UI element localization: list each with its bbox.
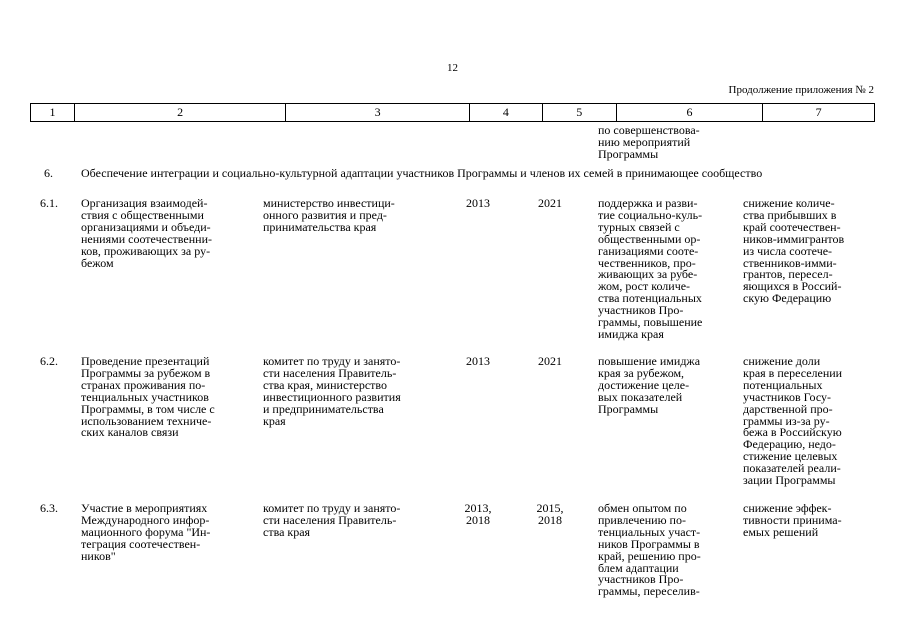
end-year: 2021	[538, 354, 562, 368]
page-number: 12	[447, 62, 458, 74]
expected-result: повышение имиджа края за рубежом, достижение целе- вых показателей Программы	[598, 354, 701, 416]
responsible-executor: комитет по труду и занято- сти населения Правитель- ства края	[263, 501, 401, 539]
column-number-1: 1	[31, 104, 75, 121]
end-year: 2015, 2018	[536, 501, 564, 527]
column-number-7: 7	[815, 105, 822, 119]
column-number-3: 3	[286, 104, 470, 121]
start-year: 2013	[466, 196, 490, 210]
row-number: 6.3.	[40, 501, 58, 515]
non-implementation-consequence: снижение доли края в переселении потенциальных участников Госу- дарственной про- граммы из-за ру- бежа в Российскую Федерацию, недо- стижение целевых показателей реали- зации Программы	[743, 354, 843, 488]
column-number-4: 4	[470, 104, 543, 121]
measure-name: Проведение презентаций Программы за рубежом в странах проживания по- тенциальных участников Программы, в том числе с использованием техниче- ских каналов связи	[81, 354, 215, 440]
end-year: 2021	[538, 196, 562, 210]
section-number: 6.	[44, 166, 53, 180]
measure-name: Участие в мероприятиях Международного инфор- мационного форума "Ин- теграция соотечествен- ников"	[81, 501, 211, 563]
table-header-row	[30, 103, 875, 122]
column-number-6: 6	[617, 104, 764, 121]
non-implementation-consequence: снижение количе- ства прибывших в край соотечествен- ников-иммигрантов из числа соотече- ственников-имми- грантов, пересел- яющихся в Россий- скую Федерацию	[743, 196, 845, 306]
start-year: 2013	[466, 354, 490, 368]
start-year: 2013, 2018	[464, 501, 492, 527]
row-number: 6.1.	[40, 196, 58, 210]
section-title: Обеспечение интеграции и социально-культурной адаптации участников Программы и членов их семей в принимающее сообщество	[81, 166, 763, 180]
continuation-result-text: по совершенствова- нию мероприятий Программы	[598, 123, 700, 161]
expected-result: поддержка и разви- тие социально-куль- турных связей с общественными ор- ганизациями соотe- чественников, про- живающих за рубе- жом, рост количе- ства потенциальных участников Про- граммы, повышение имиджа края	[598, 196, 703, 341]
column-number-5: 5	[543, 104, 617, 121]
responsible-executor: комитет по труду и занято- сти населения Правитель- ства края, министерство инвестиционного развития и предпринимательства края	[263, 354, 401, 428]
responsible-executor: министерство инвестици- онного развития и пред- принимательства края	[263, 196, 395, 234]
appendix-label: Продолжение приложения № 2	[728, 84, 874, 96]
column-number-2: 2	[75, 104, 287, 121]
row-number: 6.2.	[40, 354, 58, 368]
measure-name: Организация взаимодей- ствия с общественными организациями и объеди- нениями соотечественни- ков, проживающих за ру- бежом	[81, 196, 212, 270]
expected-result: обмен опытом по привлечению по- тенциальных участ- ников Программы в край, решению про- блем адаптации участников Про- граммы, переселив-	[598, 501, 701, 599]
non-implementation-consequence: снижение эффек- тивности принима- емых решений	[743, 501, 842, 539]
